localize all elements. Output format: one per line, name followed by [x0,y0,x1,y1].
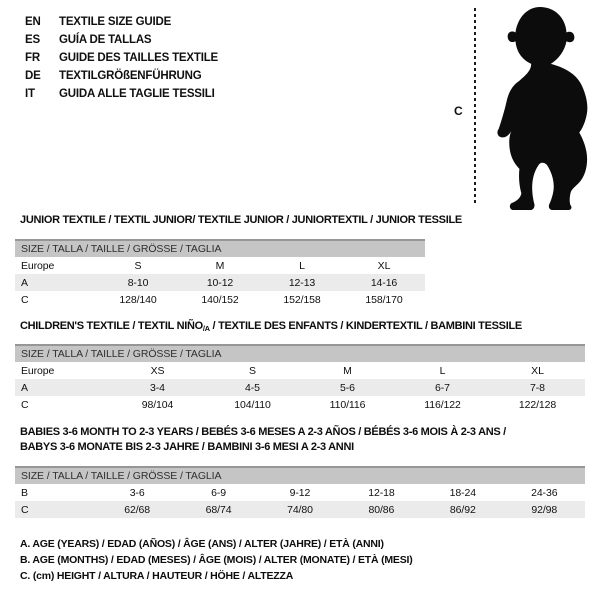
value-cell: 92/98 [504,501,585,518]
language-label: GUIDE DES TAILLES TEXTILE [59,52,218,64]
table-row-height [15,396,585,413]
language-code: ES [25,34,40,46]
size-cell: S [134,259,142,272]
size-cell: M [215,259,225,272]
size-header-bar [15,345,585,362]
footnote-b: B. AGE (MONTHS) / EDAD (MESES) / ÂGE (MOIS) / ALTER (MONATE) / ETÀ (MESI) [20,554,413,566]
babies-title-line1: BABIES 3-6 MONTH TO 2-3 YEARS / BEBÉS 3-6 MESES A 2-3 AÑOS / BÉBÉS 3-6 MOIS À 2-3 ANS / [20,426,506,438]
size-header-label: SIZE / TALLA / TAILLE / GRÖSSE / TAGLIA [15,345,585,362]
value-cell: 98/104 [141,398,174,411]
babies-title-line2: BABYS 3-6 MONATE BIS 2-3 JAHRE / BAMBINI 3-6 MESI A 2-3 ANNI [20,441,354,453]
value-cell: 80/86 [341,501,422,518]
size-cell: XL [531,364,544,377]
language-code: DE [25,70,41,82]
row-label: B [21,486,28,499]
value-cell: 128/140 [119,293,157,306]
table-row-age-months [15,484,585,501]
value-cell: 5-6 [300,379,395,396]
language-code: EN [25,16,41,28]
row-label: A [15,274,97,291]
table-row-height [15,501,585,518]
table-row-age [15,379,585,396]
children-table-title [20,320,522,333]
language-code: IT [25,88,35,100]
size-cell: L [299,259,305,272]
value-cell: 9-12 [289,486,311,499]
value-cell: 12-13 [261,274,343,291]
language-row-en [25,13,218,31]
value-cell: 12-18 [368,486,395,499]
footnote-legend [20,536,413,584]
language-row-de [25,67,218,85]
children-title-sub: /A [202,324,210,333]
height-measure-label: C [454,104,463,118]
size-header-bar [15,467,585,484]
row-label: Europe [21,364,55,377]
junior-size-table [15,239,425,308]
language-label: TEXTILE SIZE GUIDE [59,16,172,28]
value-cell: 116/122 [424,398,461,411]
table-row-height [15,291,425,308]
junior-table-title: JUNIOR TEXTILE / TEXTIL JUNIOR/ TEXTILE JUNIOR / JUNIORTEXTIL / JUNIOR TESSILE [20,214,462,226]
language-title-list [25,13,218,103]
row-label: C [21,293,29,306]
footnote-a: A. AGE (YEARS) / EDAD (AÑOS) / ÂGE (ANS) / ALTER (JAHRE) / ETÀ (ANNI) [20,538,384,550]
value-cell: 74/80 [259,501,340,518]
value-cell: 122/128 [518,398,557,411]
row-label: C [15,501,96,518]
value-cell: 8-10 [97,274,179,291]
value-cell: 6-7 [395,379,490,396]
value-cell: 7-8 [490,379,585,396]
row-label: Europe [21,259,55,272]
table-row-age [15,274,425,291]
value-cell: 18-24 [449,486,476,499]
value-cell: 86/92 [422,501,503,518]
size-cell: M [343,364,352,377]
value-cell: 6-9 [211,486,226,499]
value-cell: 152/158 [283,293,321,306]
children-size-table [15,344,585,413]
table-row-europe [15,362,585,379]
size-cell: L [439,364,446,377]
language-label: GUIDA ALLE TAGLIE TESSILI [59,88,215,100]
value-cell: 24-36 [531,486,558,499]
toddler-silhouette-icon [486,4,596,212]
value-cell: 3-4 [110,379,205,396]
value-cell: 140/152 [201,293,239,306]
value-cell: 10-12 [179,274,261,291]
value-cell: 3-6 [129,486,145,499]
language-label: TEXTILGRÖßENFÜHRUNG [59,70,202,82]
value-cell: 110/116 [329,398,366,411]
size-header-label: SIZE / TALLA / TAILLE / GRÖSSE / TAGLIA [15,467,585,484]
language-code: FR [25,52,40,64]
language-label: GUÍA DE TALLAS [59,34,152,46]
value-cell: 158/170 [365,293,403,306]
language-row-fr [25,49,218,67]
value-cell: 104/110 [234,398,271,411]
row-label: A [15,379,110,396]
children-title-post: / TEXTILE DES ENFANTS / KINDERTEXTIL / BAMBINI TESSILE [209,320,522,332]
row-label: C [21,398,29,411]
value-cell: 68/74 [178,501,259,518]
size-cell: S [249,364,256,377]
height-measure-line [474,8,476,206]
size-header-label: SIZE / TALLA / TAILLE / GRÖSSE / TAGLIA [15,240,425,257]
size-cell: XL [377,259,391,272]
language-row-it [25,85,218,103]
table-row-europe [15,257,425,274]
language-row-es [25,31,218,49]
size-cell: XS [150,364,165,377]
value-cell: 14-16 [343,274,425,291]
toddler-figure-area [448,4,600,216]
babies-size-table [15,466,585,518]
size-header-bar [15,240,425,257]
value-cell: 4-5 [205,379,300,396]
value-cell: 62/68 [96,501,177,518]
children-title-pre: CHILDREN'S TEXTILE / TEXTIL NIÑO [20,320,203,332]
footnote-c: C. (cm) HEIGHT / ALTURA / HAUTEUR / HÖHE / ALTEZZA [20,570,294,582]
babies-table-title [20,425,580,455]
